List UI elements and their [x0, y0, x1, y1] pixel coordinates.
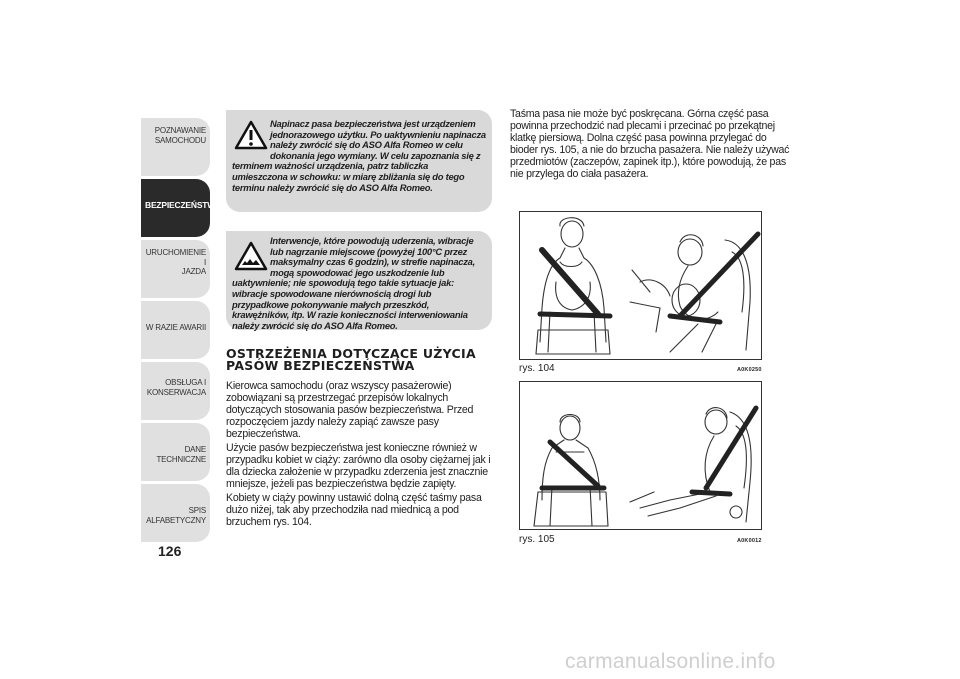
tab-label: URUCHOMIENIE I JAZDA	[145, 248, 206, 276]
warning-box-impacts	[226, 231, 492, 330]
tab-label: BEZPIECZEŃSTWO	[145, 200, 222, 210]
figure-105-illustration	[519, 381, 762, 530]
page-number: 126	[158, 543, 182, 559]
tab-label: OBSŁUGA I KONSERWACJA	[146, 378, 206, 397]
paragraph: Kobiety w ciąży powinny ustawić dolną część taśmy pasa dużo niżej, tak aby przechodziła nad miednicą a pod brzuchem rys. 104.	[226, 492, 482, 528]
tab-label: SPIS ALFABETYCZNY	[146, 506, 206, 525]
paragraph: Użycie pasów bezpieczeństwa jest konieczne również w przypadku kobiet w ciąży: zarówno dla osoby ciężarnej jak i dla dziecka założenie w przypadku zderzenia jest znacznie mniejsze, jeżeli pas bezpieczeństwa będzie zapięty.	[226, 442, 491, 490]
tab-uruchomienie-i-jazda[interactable]	[141, 240, 210, 298]
tab-dane-techniczne[interactable]	[141, 423, 210, 481]
figure-code: A0K0012	[737, 538, 762, 544]
tab-spis-alfabetyczny[interactable]	[141, 484, 210, 542]
figure-caption: rys. 105	[519, 534, 555, 545]
tab-label: W RAZIE AWARII	[145, 323, 206, 332]
tab-label: DANE TECHNICZNE	[156, 445, 206, 464]
figure-104-illustration	[519, 211, 762, 360]
paragraph: Kierowca samochodu (oraz wszyscy pasażerowie) zobowiązani są przestrzegać przepisów lokalnych dotyczących stosowania pasów bezpieczeństwa. Przed rozpoczęciem jazdy należy zapiąć zawsze pasy bezpieczeństwa.	[226, 380, 474, 440]
tab-w-razie-awarii[interactable]	[141, 301, 210, 359]
warning-text: Napinacz pasa bezpieczeństwa jest urządzeniem jednorazowego użytku. Po uaktywnieniu napinacza należy zwrócić się do ASO Alfa Romeo w celu dokonania jego wymiany. W celu zapoznania się z terminem ważności urządzenia, patrz tabliczka umieszczona w schowku: w miarę zbliżania się do tego terminu należy zwrócić się do ASO Alfa Romeo.	[232, 118, 486, 193]
figure-caption: rys. 104	[519, 363, 555, 374]
tab-label: POZNAWANIE SAMOCHODU	[154, 126, 206, 145]
tab-obsluga-i-konserwacja[interactable]	[141, 362, 210, 420]
watermark: carmanualsonline.info	[565, 650, 776, 673]
tab-bezpieczenstwo[interactable]	[141, 179, 222, 237]
warning-text: Interwencje, które powodują uderzenia, wibracje lub nagrzanie miejscowe (powyżej 100°C przez maksymalny czas 6 godzin), w strefie napinacza, mogą spowodować jego uszkodzenie lub uaktywnienie; nie spowodują tego takie sytuacje jak: wibracje spowodowane nierównością drogi lub przypadkowe pokonywanie małych przeszkód, krawężników, itp. W razie konieczności interweniowania należy zwrócić się do ASO Alfa Romeo.	[232, 235, 475, 331]
paragraph: Taśma pasa nie może być poskręcana. Górna część pasa powinna przechodzić nad plecami i przecinać po przekątnej klatkę piersiową. Dolna część pasa powinna przylegać do bioder rys. 105, a nie do brzucha pasażera. Nie należy używać przedmiotów (zaczepów, zapinek itp.), które powodują, że pas nie przylega do ciała pasażera.	[510, 108, 790, 180]
section-title: OSTRZEŻENIA DOTYCZĄCE UŻYCIA PASÓW BEZPIECZEŃSTWA	[226, 346, 476, 373]
warning-box-tensioner	[226, 110, 492, 212]
figure-code: A0K0250	[737, 367, 762, 373]
tab-poznawanie-samochodu[interactable]	[141, 118, 210, 176]
